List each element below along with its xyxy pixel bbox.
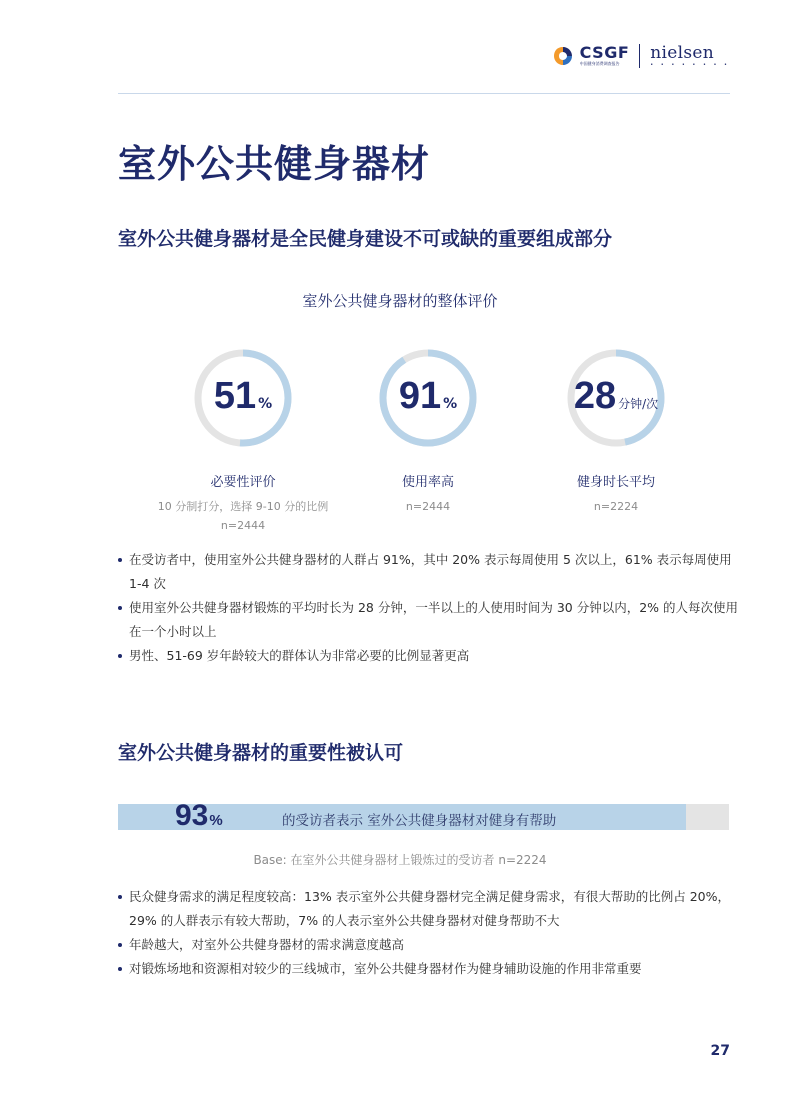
list-item: 在受访者中，使用室外公共健身器材的人群占 91%，其中 20% 表示每周使用 5 次以上，61% 表示每周使用 1-4 次 [118,548,738,596]
section-heading: 室外公共健身器材是全民健身建设不可或缺的重要组成部分 [118,228,613,250]
stat-sample: n=2224 [593,500,639,513]
stat-caption-usage [318,471,538,516]
header-divider [118,93,730,94]
page-title: 室外公共健身器材 [118,142,431,186]
findings-list [118,548,738,668]
logo-divider [639,44,640,68]
chart-title: 室外公共健身器材的整体评价 [302,292,498,310]
csgf-logo-icon [552,45,574,67]
list-item: 对锻炼场地和资源相对较少的三线城市，室外公共健身器材作为健身辅助设施的作用非常重要 [118,957,738,981]
header-logo [552,44,730,68]
stat-name: 必要性评价 [210,475,276,490]
stat-unit: % [443,396,458,412]
list-item: 男性、51-69 岁年龄较大的群体认为非常必要的比例显著更高 [118,644,738,668]
bar-percentage [175,799,223,833]
bar-value: 93 [175,799,209,832]
section-heading: 室外公共健身器材的重要性被认可 [118,742,404,764]
donut-necessity [193,348,293,448]
stat-caption-duration [506,471,726,516]
nielsen-logo-text: nielsen [650,42,714,63]
csgf-logo-subtext: 中国健身消费调查报告 [579,61,620,66]
findings-list [118,885,738,981]
page-number: 27 [710,1043,730,1059]
stat-sample: n=2444 [220,519,266,532]
bar-label: 的受访者表示 室外公共健身器材对健身有帮助 [282,813,557,829]
stat-unit: 分钟/次 [618,397,659,411]
donut-duration [566,348,666,448]
stat-name: 健身时长平均 [576,475,655,490]
stat-value: 91 [398,375,442,417]
stat-value: 51 [213,375,257,417]
stat-sample: n=2444 [405,500,451,513]
list-item: 年龄越大，对室外公共健身器材的需求满意度越高 [118,933,738,957]
stat-value: 28 [573,375,617,417]
stat-name: 使用率高 [401,475,454,490]
bar-unit: % [209,812,223,829]
nielsen-logo-dots: • • • • • • • • [650,61,730,68]
stat-unit: % [258,396,273,412]
list-item: 使用室外公共健身器材锻炼的平均时长为 28 分钟，一半以上的人使用时间为 30 分钟以内，2% 的人每次使用在一个小时以上 [118,596,738,644]
stat-note: 10 分制打分，选择 9-10 分的比例 [157,500,329,513]
base-note: Base: 在室外公共健身器材上锻炼过的受访者 n=2224 [253,853,547,867]
donut-usage [378,348,478,448]
csgf-logo-text: CSGF [579,43,630,62]
list-item: 民众健身需求的满足程度较高：13% 表示室外公共健身器材完全满足健身需求，有很大帮助的比例占 20%，29% 的人群表示有较大帮助，7% 的人表示室外公共健身器材对健身帮助不大 [118,885,738,933]
